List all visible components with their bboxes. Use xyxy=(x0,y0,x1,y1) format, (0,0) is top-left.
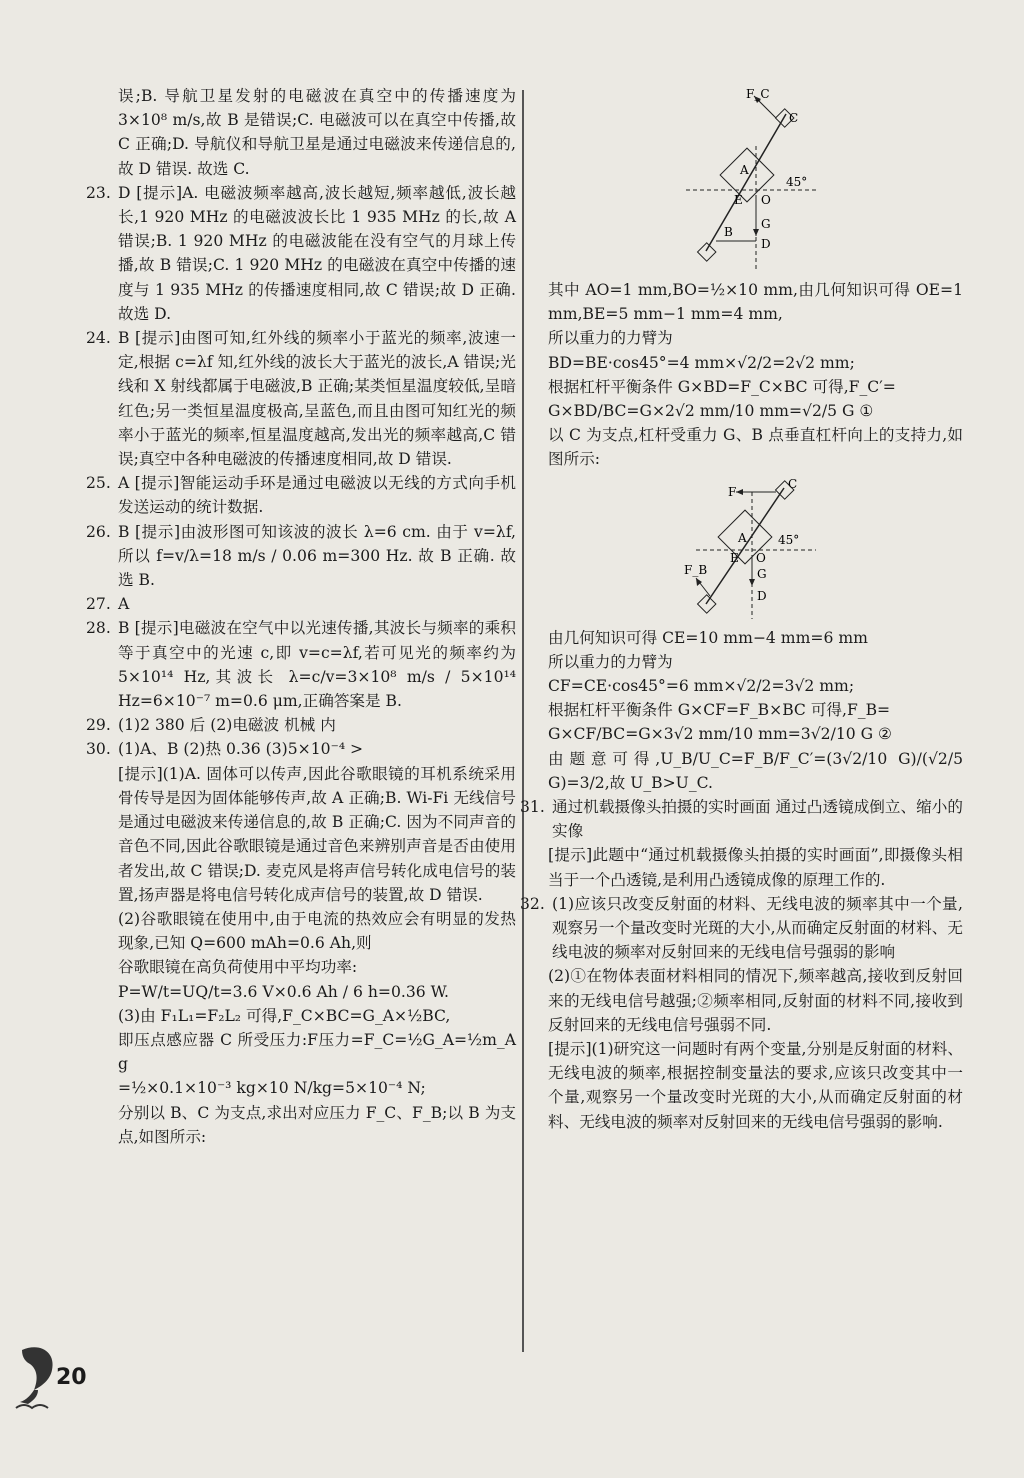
right-text-4: 以 C 为支点,杠杆受重力 G、B 点垂直杠杆向上的支持力,如图所示: xyxy=(548,426,963,469)
point-e2-label: E xyxy=(729,550,739,565)
point-b-label: B xyxy=(723,225,733,239)
answer-32-tip: [提示](1)研究这一问题时有两个变量,分别是反射面的材料、无线电波的频率,根据控制变量法的要求,应该只改变其中一个量,观察另一个量改变时光斑的大小,从而确定反射面的材料、无线电波的频率对反射回来的无线电信号强弱的影响. xyxy=(548,1040,963,1131)
answer-28: 28. B [提示]电磁波在空气中以光速传播,其波长与频率的乘积等于真空中的光速 c,即 v=c=λf,若可见光的频率约为 5×10¹⁴ Hz,其波长 λ=c/v=3×10⁸ m/s / 5×10¹⁴ Hz=6×10⁻⁷ m=0.6 μm,正确答案是 B. xyxy=(86,619,516,711)
point-d-label: D xyxy=(760,237,771,251)
answer-26: 26. B [提示]由波形图可知该波的波长 λ=6 cm. 由于 v=λf,所以 f=v/λ=18 m/s / 0.06 m=300 Hz. 故 B 正确. 故选 B. xyxy=(86,522,516,590)
point-f-label: F xyxy=(727,484,736,499)
formula-fc: G×BD/BC=G×2√2 mm/10 mm=√2/5 G ① xyxy=(548,402,874,421)
answer-32: 32. (1)应该只改变反射面的材料、无线电波的频率其中一个量,观察另一个量改变时光斑的大小,从而确定反射面的材料、无线电波的频率对反射回来的无线电信号强弱的影响 xyxy=(520,894,963,962)
point-o2-label: O xyxy=(755,550,766,565)
pressure-formula: =½×0.1×10⁻³ kg×10 N/kg=5×10⁻⁴ N; xyxy=(118,1079,426,1098)
angle-label: 45° xyxy=(785,175,807,189)
answer-30-tip-2: (2)谷歌眼镜在使用中,由于电流的热效应会有明显的发热现象,已知 Q=600 mAh=0.6 Ah,则 xyxy=(118,909,516,953)
point-c-label: C xyxy=(788,111,798,125)
page-number: 20 xyxy=(56,1365,87,1390)
right-text-6: 所以重力的力臂为 xyxy=(548,652,673,671)
answer-31: 31. 通过机载摄像头拍摄的实时画面 通过凸透镜成倒立、缩小的实像 xyxy=(520,798,963,841)
right-text-2: 所以重力的力臂为 xyxy=(548,329,673,348)
point-d2-label: D xyxy=(756,588,767,603)
answer-30-tip-6: 分别以 B、C 为支点,求出对应压力 F_C、F_B;以 B 为支点,如图所示: xyxy=(118,1103,516,1146)
angle2-label: 45° xyxy=(777,532,799,547)
continued-answer: 误;B. 导航卫星发射的电磁波在真空中的传播速度为 3×10⁸ m/s,故 B 是错误;C. 电磁波可以在真空中传播,故 C 正确;D. 导航仪和导航卫星是通过电磁波来传递信息的,故 D 错误. 故选 C. xyxy=(118,87,516,178)
right-column xyxy=(520,84,963,1134)
point-o-label: O xyxy=(760,193,771,207)
answer-24: 24. B [提示]由图可知,红外线的频率小于蓝光的频率,波速一定,根据 c=λf 知,红外线的波长大于蓝光的波长,A 错误;光线和 X 射线都属于电磁波,B 正确;某类恒星温度较低,呈暗红色;另一类恒星温度极高,呈蓝色,而且由图可知红光的频率小于蓝光的频率,恒星温度越高,发出光的频率越高,C 错误;真空中各种电磁波的传播速度相同,故 D 错误. xyxy=(86,329,516,469)
right-text-1: 其中 AO=1 mm,BO=½×10 mm,由几何知识可得 OE=1 mm,BE=5 mm−1 mm=4 mm, xyxy=(548,281,963,324)
formula-bd: BD=BE·cos45°=4 mm×√2/2=2√2 mm; xyxy=(548,353,855,372)
left-column xyxy=(86,84,516,1149)
column-divider xyxy=(522,90,524,1352)
answer-30-tip-5: 即压点感应器 C 所受压力:F压力=F_C=½G_A=½m_A g xyxy=(118,1030,516,1074)
formula-ratio: 由题意可得,U_B/U_C=F_B/F_C′=(3√2/10 G)/(√2/5 G)=3/2,故 U_B>U_C. xyxy=(548,749,963,792)
answer-30: 30. (1)A、B (2)热 0.36 (3)5×10⁻⁴ > xyxy=(86,740,364,759)
power-formula: P=W/t=UQ/t=3.6 V×0.6 Ah / 6 h=0.36 W. xyxy=(118,982,449,1001)
point-c2-label: C xyxy=(787,476,797,491)
gravity-g2-label: G xyxy=(756,566,767,581)
answer-30-tip-1: [提示](1)A. 固体可以传声,因此谷歌眼镜的耳机系统采用骨传导是因为固体能够传声,故 A 正确;B. Wi-Fi 无线信号是通过电磁波来传递信息的,故 B 正确;C. 因为不同声音的音色不同,因此谷歌眼镜是通过音色来辨别声音是否由使用者发出,故 C 错误;D. 麦克风是将声信号转化成电信号的装置,扬声器是将电信号转化成声信号的装置,故 D 错误. xyxy=(118,764,516,904)
lever-diagram-b-pivot xyxy=(666,86,846,276)
lever-diagram-c-pivot xyxy=(666,474,846,624)
point-a-label: A xyxy=(739,163,749,177)
force-fb-label: F_B xyxy=(683,562,707,577)
dolphin-logo-icon xyxy=(12,1340,60,1412)
right-text-3: 根据杠杆平衡条件 G×BD=F_C×BC 可得,F_C′= xyxy=(548,377,896,396)
point-a2-label: A xyxy=(737,530,747,545)
right-text-5: 由几何知识可得 CE=10 mm−4 mm=6 mm xyxy=(548,628,868,647)
answer-29: 29. (1)2 380 后 (2)电磁波 机械 内 xyxy=(86,716,336,735)
formula-fb: G×CF/BC=G×3√2 mm/10 mm=3√2/10 G ② xyxy=(548,725,893,744)
answer-32-part-2: (2)①在物体表面材料相同的情况下,频率越高,接收到反射回来的无线电信号越强;②频率相同,反射面的材料不同,接收到反射回来的无线电信号强弱不同. xyxy=(548,967,963,1034)
force-fc-label: F_C xyxy=(745,87,770,101)
answer-25: 25. A [提示]智能运动手环是通过电磁波以无线的方式向手机发送运动的统计数据. xyxy=(86,474,516,517)
answer-30-tip-4: (3)由 F₁L₁=F₂L₂ 可得,F_C×BC=G_A×½BC, xyxy=(118,1006,451,1025)
gravity-g-label: G xyxy=(760,217,771,231)
formula-cf: CF=CE·cos45°=6 mm×√2/2=3√2 mm; xyxy=(548,677,855,696)
answer-30-tip-3: 谷歌眼镜在高负荷使用中平均功率: xyxy=(118,958,358,977)
right-text-7: 根据杠杆平衡条件 G×CF=F_B×BC 可得,F_B= xyxy=(548,701,891,720)
answer-31-tip: [提示]此题中“通过机载摄像头拍摄的实时画面”,即摄像头相当于一个凸透镜,是利用凸透镜成像的原理工作的. xyxy=(548,846,963,889)
point-e-label: E xyxy=(733,193,743,207)
answer-27: 27. A xyxy=(86,595,130,614)
answer-23: 23. D [提示]A. 电磁波频率越高,波长越短,频率越低,波长越长,1 920 MHz 的电磁波波长比 1 935 MHz 的长,故 A 错误;B. 1 920 MHz 的电磁波能在没有空气的月球上传播,故 B 错误;C. 1 920 MHz 的电磁波在真空中传播的速度与 1 935 MHz 的传播速度相同,故 C 错误;故 D 正确. 故选 D. xyxy=(86,183,516,323)
